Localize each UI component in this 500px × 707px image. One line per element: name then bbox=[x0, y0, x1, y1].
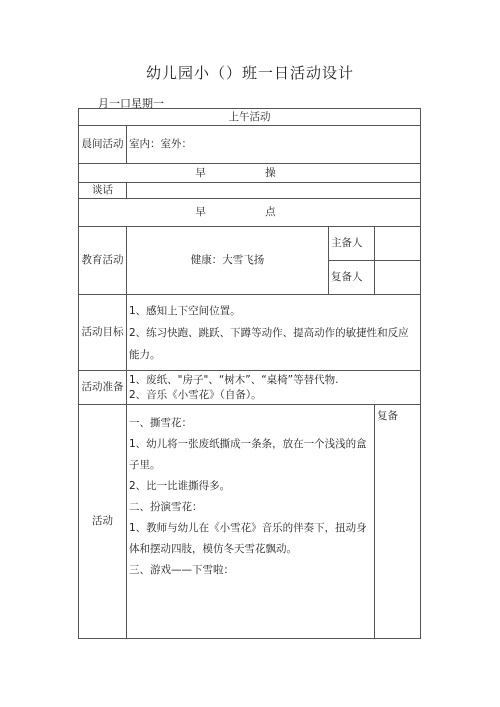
re-prep-value bbox=[375, 261, 421, 295]
preparation-item: 2、音乐《小雪花》（自备）。 bbox=[129, 388, 262, 401]
table-row bbox=[79, 227, 421, 261]
exercise-header: 早 操 bbox=[195, 166, 304, 179]
activity-line: 1、教师与幼儿在《小雪花》音乐的伴奏下，扭动身体和摆动四肢，模仿冬天雪花飘动。 bbox=[129, 522, 367, 555]
early-activity-value: 室内：室外： bbox=[127, 126, 421, 164]
activity-line: 一、撕雪花： bbox=[129, 417, 192, 429]
activity-re-prep-label: 复备 bbox=[375, 405, 421, 639]
preparation-label: 活动准备 bbox=[79, 371, 127, 405]
morning-section-header: 上午活动 bbox=[79, 109, 421, 126]
activity-line: 2、比一比谁撕得多。 bbox=[129, 480, 231, 492]
document-title: 幼儿园小（）班一日活动设计 bbox=[145, 64, 354, 82]
table-row bbox=[79, 295, 421, 371]
table-row bbox=[79, 109, 421, 126]
goal-item: 1、感知上下空间位置。 bbox=[129, 304, 241, 317]
education-label: 教育活动 bbox=[79, 227, 127, 295]
main-prep-value bbox=[375, 227, 421, 261]
goal-item: 2、练习快跑、跳跃、下蹲等动作、提高动作的敏捷性和反应能力。 bbox=[129, 326, 409, 361]
main-prep-label: 主备人 bbox=[329, 227, 375, 261]
table-row bbox=[79, 126, 421, 164]
table-row bbox=[79, 183, 421, 199]
table-row bbox=[79, 371, 421, 405]
activity-table bbox=[78, 108, 421, 639]
date-line: 月一口星期一 bbox=[98, 97, 164, 110]
talk-value bbox=[127, 183, 421, 199]
talk-label: 谈话 bbox=[79, 183, 127, 199]
goals-label: 活动目标 bbox=[79, 295, 127, 371]
early-activity-label: 晨间活动 bbox=[79, 126, 127, 164]
table-row bbox=[79, 164, 421, 183]
activity-line: 三、游戏——下雪啦： bbox=[129, 564, 234, 576]
preparation-item: 1、废纸、"房子"、“树木”、“桌椅”等替代物. bbox=[129, 373, 339, 386]
snack-header: 早 点 bbox=[195, 206, 304, 218]
table-row bbox=[79, 199, 421, 227]
activity-line: 1、幼儿将一张废纸撕成一条条，放在一个浅浅的盒子里。 bbox=[129, 438, 367, 471]
table-row bbox=[79, 405, 421, 639]
education-value: 健康：大雪飞扬 bbox=[127, 227, 329, 295]
re-prep-label: 复备人 bbox=[329, 261, 375, 295]
activity-line: 二、扮演雪花： bbox=[129, 501, 203, 513]
activity-label: 活动 bbox=[79, 405, 127, 639]
